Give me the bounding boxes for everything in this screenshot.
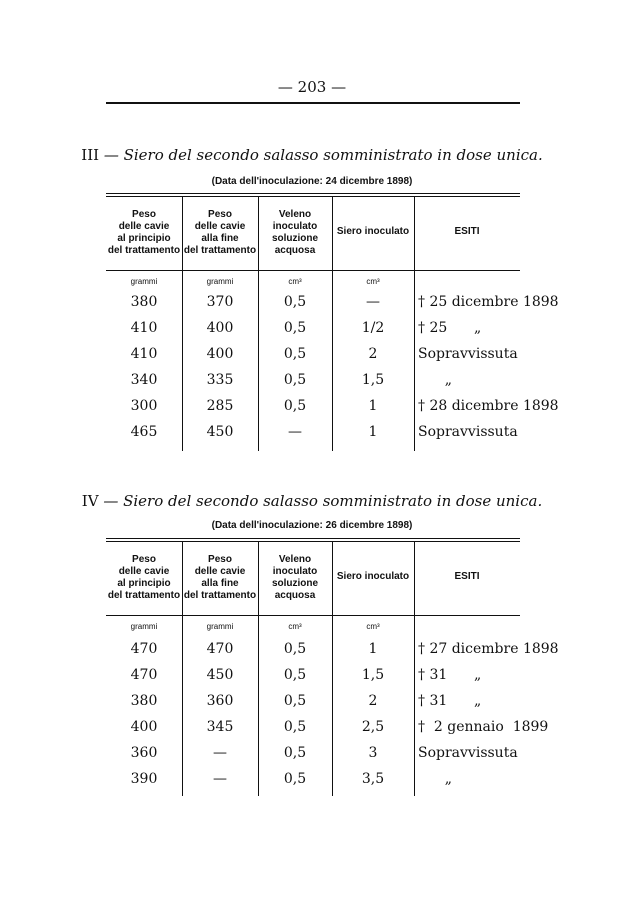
table-3-title-text: — Siero del secondo salasso somministrato in dose unica. xyxy=(103,146,543,164)
cell-weight-start: 380 xyxy=(130,294,158,310)
cell-serum: 3,5 xyxy=(361,771,385,787)
cell-outcome: Sopravvissuta xyxy=(418,424,518,440)
cell-weight-start: 340 xyxy=(130,372,158,388)
cell-weight-start: 470 xyxy=(130,641,158,657)
header-weight-end: Peso delle cavie alla fine del trattamento xyxy=(183,554,257,601)
table-rule xyxy=(106,193,520,197)
cell-serum: — xyxy=(366,294,380,310)
header-serum: Siero inoculato xyxy=(336,571,410,582)
cell-serum: 1 xyxy=(368,641,378,657)
unit-label: cm³ xyxy=(366,277,380,286)
cell-weight-end: 400 xyxy=(206,346,234,362)
cell-venom: 0,5 xyxy=(283,745,307,761)
table-4-numeral: IV xyxy=(81,492,99,510)
cell-weight-end: 400 xyxy=(206,320,234,336)
header-venom: Veleno inoculato soluzione acquosa xyxy=(271,209,319,256)
cell-weight-start: 470 xyxy=(130,667,158,683)
cell-serum: 1 xyxy=(368,424,378,440)
header-venom: Veleno inoculato soluzione acquosa xyxy=(271,554,319,601)
cell-weight-end: 335 xyxy=(206,372,234,388)
unit-label: cm³ xyxy=(288,622,302,631)
header-weight-end: Peso delle cavie alla fine del trattamento xyxy=(183,209,257,256)
cell-venom: 0,5 xyxy=(283,398,307,414)
unit-label: cm³ xyxy=(366,622,380,631)
cell-venom: 0,5 xyxy=(283,719,307,735)
cell-serum: 2,5 xyxy=(361,719,385,735)
unit-label: grammi xyxy=(206,277,234,286)
table-4-title xyxy=(0,492,624,510)
header-rule xyxy=(106,102,520,104)
cell-outcome: „ xyxy=(418,372,452,388)
cell-outcome: † 31 „ xyxy=(418,667,482,683)
page-number: — 203 — xyxy=(277,78,347,96)
cell-outcome: † 25 dicembre 1898 xyxy=(418,294,559,310)
table-4-title-text: — Siero del secondo salasso somministrato in dose unica. xyxy=(103,492,543,510)
cell-serum: 1 xyxy=(368,398,378,414)
cell-venom: 0,5 xyxy=(283,346,307,362)
cell-outcome: † 2 gennaio 1899 xyxy=(418,719,549,735)
table-rule xyxy=(106,615,520,616)
cell-outcome: Sopravvissuta xyxy=(418,346,518,362)
cell-serum: 1,5 xyxy=(361,667,385,683)
header-serum: Siero inoculato xyxy=(336,226,410,237)
cell-weight-end: 450 xyxy=(206,424,234,440)
cell-outcome: † 31 „ xyxy=(418,693,482,709)
cell-weight-end: 470 xyxy=(206,641,234,657)
cell-weight-end: — xyxy=(213,771,227,787)
cell-serum: 1/2 xyxy=(361,320,385,336)
cell-outcome: Sopravvissuta xyxy=(418,745,518,761)
cell-weight-start: 400 xyxy=(130,719,158,735)
cell-weight-start: 360 xyxy=(130,745,158,761)
cell-weight-start: 410 xyxy=(130,320,158,336)
table-3 xyxy=(106,193,559,451)
cell-weight-end: 345 xyxy=(206,719,234,735)
cell-weight-end: 360 xyxy=(206,693,234,709)
cell-serum: 3 xyxy=(368,745,378,761)
cell-weight-start: 300 xyxy=(130,398,158,414)
table-3-subtitle: (Data dell'inoculazione: 24 dicembre 1898) xyxy=(211,176,413,187)
table-3-numeral: III xyxy=(81,146,100,164)
cell-weight-start: 380 xyxy=(130,693,158,709)
unit-label: grammi xyxy=(130,277,158,286)
cell-venom: 0,5 xyxy=(283,693,307,709)
cell-outcome: „ xyxy=(418,771,452,787)
cell-serum: 2 xyxy=(368,346,378,362)
cell-venom: 0,5 xyxy=(283,641,307,657)
cell-outcome: † 25 „ xyxy=(418,320,482,336)
cell-weight-start: 410 xyxy=(130,346,158,362)
cell-weight-end: — xyxy=(213,745,227,761)
cell-weight-start: 390 xyxy=(130,771,158,787)
cell-venom: — xyxy=(288,424,302,440)
table-4 xyxy=(106,538,559,796)
cell-serum: 1,5 xyxy=(361,372,385,388)
cell-venom: 0,5 xyxy=(283,320,307,336)
cell-weight-end: 370 xyxy=(206,294,234,310)
unit-label: grammi xyxy=(130,622,158,631)
table-rule xyxy=(106,538,520,542)
cell-venom: 0,5 xyxy=(283,294,307,310)
cell-weight-start: 465 xyxy=(130,424,158,440)
unit-label: cm³ xyxy=(288,277,302,286)
unit-label: grammi xyxy=(206,622,234,631)
cell-venom: 0,5 xyxy=(283,771,307,787)
cell-venom: 0,5 xyxy=(283,667,307,683)
table-rule xyxy=(106,270,520,271)
header-outcome: ESITI xyxy=(454,226,480,237)
cell-outcome: † 28 dicembre 1898 xyxy=(418,398,559,414)
table-3-title xyxy=(0,146,624,164)
header-outcome: ESITI xyxy=(454,571,480,582)
cell-weight-end: 285 xyxy=(206,398,234,414)
header-weight-start: Peso delle cavie al principio del trattamento xyxy=(107,209,181,256)
table-4-subtitle: (Data dell'inoculazione: 26 dicembre 1898) xyxy=(211,520,413,531)
cell-weight-end: 450 xyxy=(206,667,234,683)
cell-venom: 0,5 xyxy=(283,372,307,388)
cell-outcome: † 27 dicembre 1898 xyxy=(418,641,559,657)
cell-serum: 2 xyxy=(368,693,378,709)
header-weight-start: Peso delle cavie al principio del trattamento xyxy=(107,554,181,601)
